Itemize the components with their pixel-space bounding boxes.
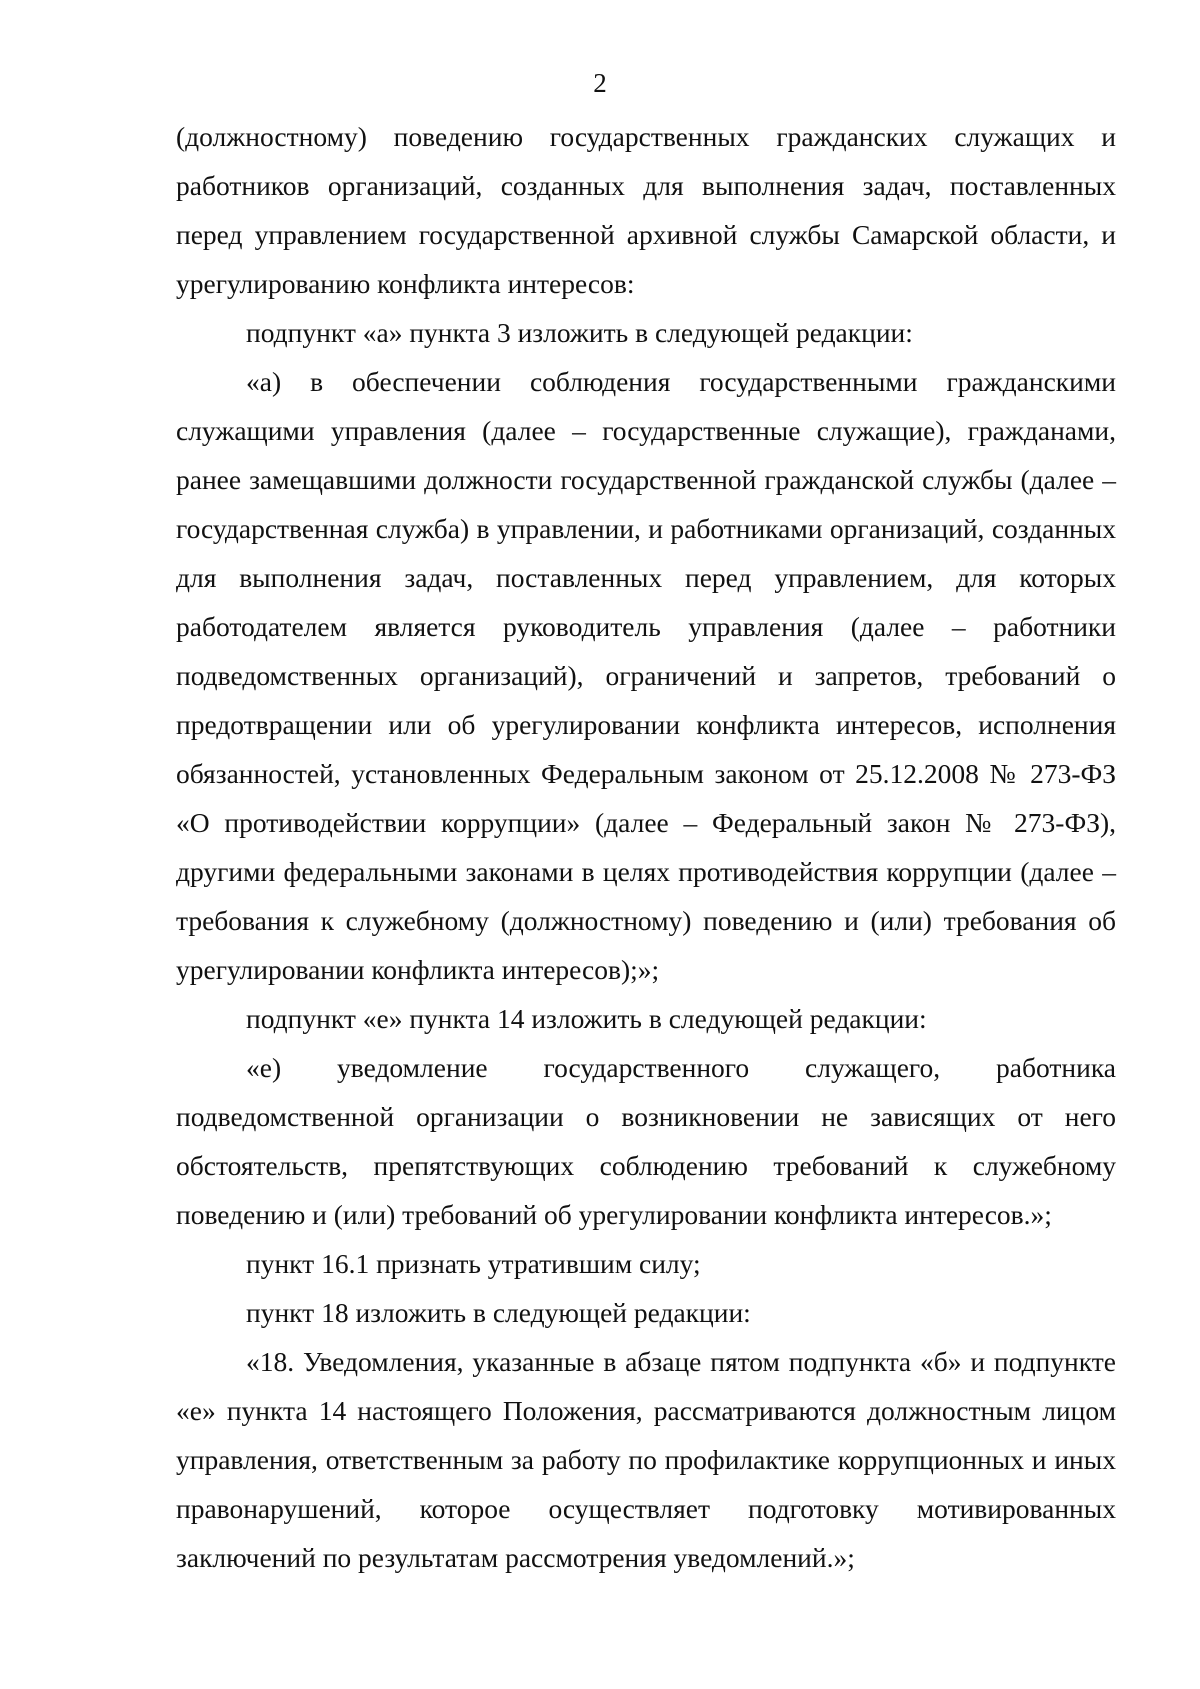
paragraph-amend-18: пункт 18 изложить в следующей редакции: [246,1297,751,1328]
paragraph-amend-14e: подпункт «е» пункта 14 изложить в следующей редакции: [246,1003,927,1034]
paragraph-3a-text: «а) в обеспечении соблюдения государственными гражданскими служащими управления (далее – государственные служащие), гражданами, ранее замещавшими должности государственной гражданской службы (далее – государственная служба) в управлении, и работниками организаций, созданных для выполнения задач, поставленных перед управлением, для которых работодателем является руководитель управления (далее – работники подведомственных организаций), ограничений и запретов, требований о предотвращении или об урегулировании конфликта интересов, исполнения обязанностей, установленных Федеральным законом от 25.12.2008 № 273-ФЗ «О противодействии коррупции» (далее – Федеральный закон № 273-ФЗ), другими федеральными законами в целях противодействия коррупции (далее – требования к служебному (должностному) поведению и (или) требования об урегулировании конфликта интересов);»; [176,366,1116,985]
paragraph-amend-3a: подпункт «а» пункта 3 изложить в следующей редакции: [246,317,913,348]
paragraph-18-text: «18. Уведомления, указанные в абзаце пятом подпункта «б» и подпункте «е» пункта 14 настоящего Положения, рассматриваются должностным лицом управления, ответственным за работу по профилактике коррупционных и иных правонарушений, которое осуществляет подготовку мотивированных заключений по результатам рассмотрения уведомлений.»; [176,1346,1116,1573]
page-number: 2 [593,68,607,98]
paragraph-continuation: (должностному) поведению государственных гражданских служащих и работников организаций, созданных для выполнения задач, поставленных перед управлением государственной архивной службы Самарской области, и урегулированию конфликта интересов: [176,121,1116,299]
paragraph-16-1-repeal: пункт 16.1 признать утратившим силу; [246,1248,701,1279]
document-body [176,112,1116,1582]
paragraph-14e-text: «е) уведомление государственного служащего, работника подведомственной организации о возникновении не зависящих от него обстоятельств, препятствующих соблюдению требований к служебному поведению и (или) требований об урегулировании конфликта интересов.»; [176,1052,1116,1230]
